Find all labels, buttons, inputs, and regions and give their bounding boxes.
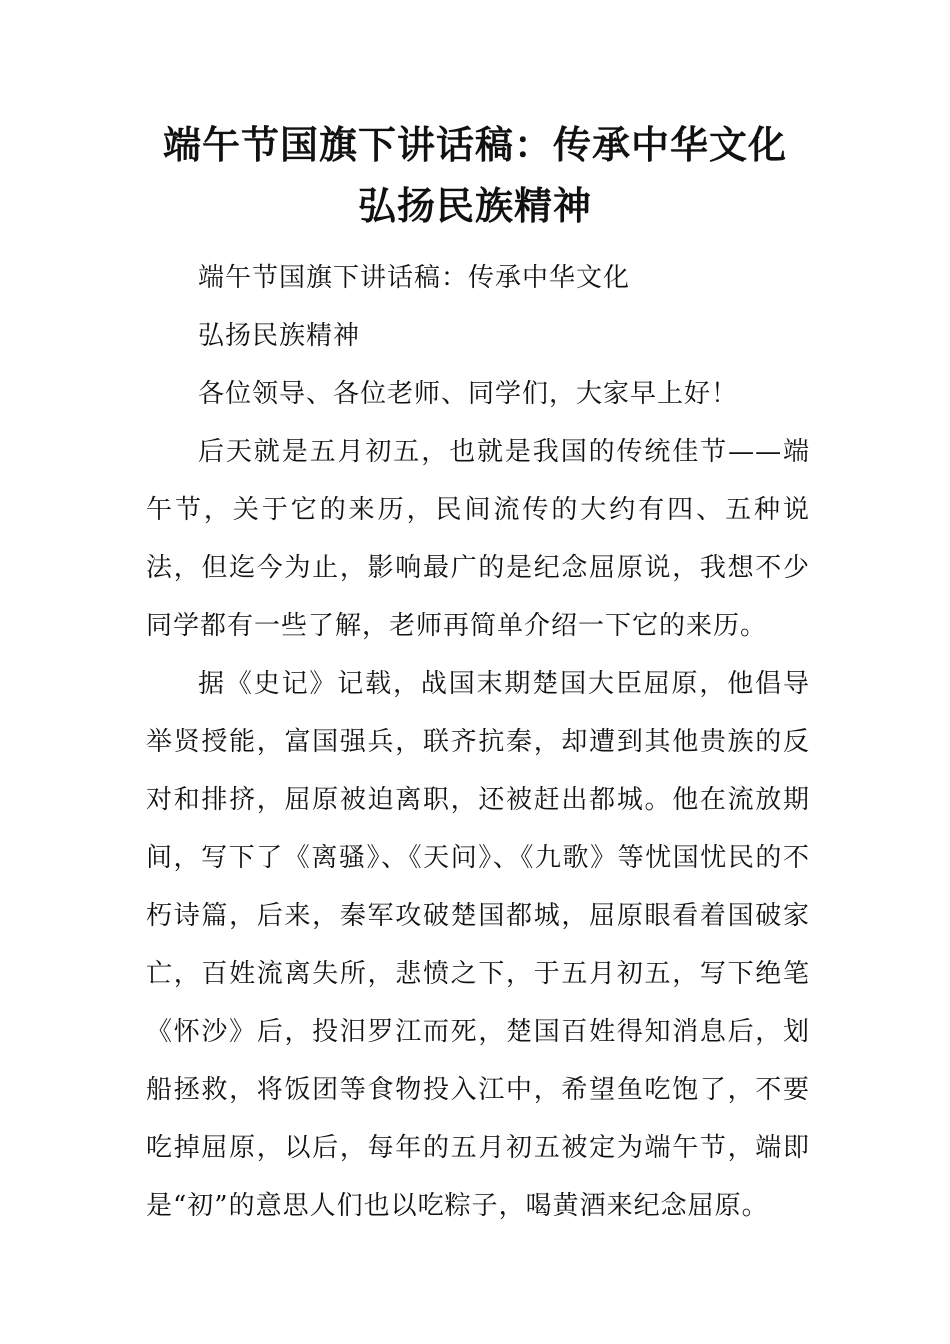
body-paragraph-subtitle-1: 端午节国旗下讲话稿：传承中华文化 (198, 263, 631, 293)
document-title-line-1: 端午节国旗下讲话稿：传承中华文化 (162, 122, 787, 167)
document-title-line-2: 弘扬民族精神 (357, 183, 592, 228)
document-body (146, 249, 810, 1235)
body-paragraph-intro: 后天就是五月初五，也就是我国的传统佳节——端午节，关于它的来历，民间流传的大约有四、五种说法，但迄今为止，影响最广的是纪念屈原说，我想不少同学都有一些了解，老师再简单介绍一下它的来历。 (146, 437, 810, 641)
body-paragraph-subtitle-2: 弘扬民族精神 (198, 321, 361, 351)
body-paragraph-greeting: 各位领导、各位老师、同学们，大家早上好！ (198, 379, 739, 409)
body-paragraph-history: 据《史记》记载，战国末期楚国大臣屈原，他倡导举贤授能，富国强兵，联齐抗秦，却遭到其他贵族的反对和排挤，屈原被迫离职，还被赶出都城。他在流放期间，写下了《离骚》、《天问》、《九歌》等忧国忧民的不朽诗篇，后来，秦军攻破楚国都城，屈原眼看着国破家亡，百姓流离失所，悲愤之下，于五月初五，写下绝笔《怀沙》后，投汨罗江而死，楚国百姓得知消息后，划船拯救，将饭团等食物投入江中，希望鱼吃饱了，不要吃掉屈原，以后，每年的五月初五被定为端午节，端即是“初”的意思人们也以吃粽子，喝黄酒来纪念屈原。 (146, 669, 810, 1221)
